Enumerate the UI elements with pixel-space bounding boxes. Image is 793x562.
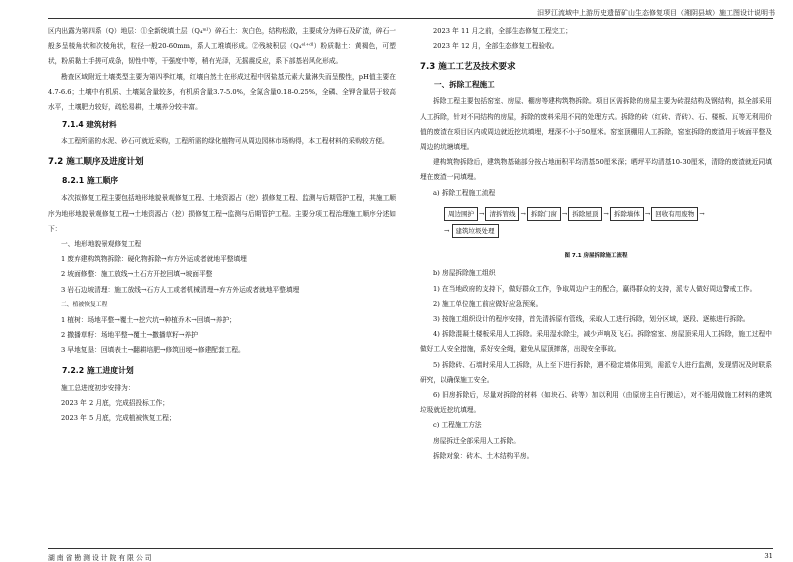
section-heading: 8.2.1 施工顺序	[62, 176, 119, 186]
figure-caption: 图 7.1 房屋拆除施工流程	[564, 253, 628, 260]
header-rule	[48, 18, 773, 19]
demolition-flowchart	[444, 207, 772, 222]
list-item: 4) 拆除混凝土楼板采用人工拆除。采用湿水除尘，减少声响及飞石。拆除窑室、房屋顶采用人工拆除，施工过程中做好工人安全措施，系好安全绳，避免从屋顶摔落，出现安全事故。	[420, 330, 772, 354]
arrow-icon: →	[479, 209, 485, 218]
list-item: 2023 年 11 月之前，全部生态修复工程完工；	[433, 27, 572, 35]
flow-step: 拆除屋顶	[568, 207, 602, 221]
list-item: 2023 年 2 月底，完成招投标工作；	[61, 398, 169, 407]
arrow-icon: →	[699, 209, 705, 218]
list-item: 拆除对象：砖木、土木结构平房。	[433, 451, 534, 460]
list-item: 2) 施工单位施工前应做好应急预案。	[433, 299, 543, 308]
list-item: 1 植树：场地平整→覆土→挖穴坑→种植乔木→回填→养护；	[61, 316, 236, 325]
section-heading: 7.3 施工工艺及技术要求	[420, 62, 516, 73]
list-item: 1 废弃建构筑物拆除：硬化物拆除→弃方外运或者就地平整填埋	[61, 255, 247, 264]
paragraph: 建构筑物拆除后，建筑物基础部分按占地面积平均清基50厘米深；晒坪平均清基10-30厘米，清除的废渣就近同填埋在废渣一同填埋。	[420, 158, 772, 182]
list-item: 2023 年 5 月底，完成植被恢复工程；	[61, 414, 176, 423]
arrow-icon: →	[520, 209, 526, 218]
arrow-icon: →	[644, 209, 651, 218]
list-item: 2 撒播草籽：场地平整→覆土→撒播草籽→养护	[61, 331, 198, 340]
paragraph: 拆除工程主要包括窑室、房屋、棚房等建构筑物拆除。项目区需拆除的房屋主要为砖混结构及钢结构，拟全部采用人工拆除，针对不同结构的房屋，拆除的废料采用不同的处理方式。拆除的砖（红砖、青砖）、石、楼板、瓦等无利用价值的废渣在项目区内或周边就近挖坑填埋，埋深不小于50厘米。窑室顶棚用人工拆除，窑室拆除的废渣用于坡面平整及周边的坑塘填埋。	[420, 97, 772, 152]
list-item: 2 坡面修整：施工放线→土石方开挖回填→坡面平整	[61, 270, 213, 279]
list-item: 6) 旧房拆除后，尽量对拆除的材料（如块石、砖等）加以利用（由原房主自行搬运），对不能用做施工材料的建筑垃圾就近挖坑填埋。	[420, 391, 772, 415]
list-item: 一、地形地貌景观修复工程	[61, 240, 142, 249]
section-heading: 7.2 施工顺序及进度计划	[48, 157, 144, 168]
flow-step: 建筑垃圾处理	[452, 224, 499, 238]
paragraph: 本工程所需的水泥、砂石可就近采购，工程所需的绿化植物可从周边园林市场购得，本工程材料的采购较方便。	[61, 137, 389, 146]
list-item: 3) 按施工组织设计的程序安排，首先清拆原有管线，采取人工进行拆除，划分区域，逐段、逐栋进行拆除。	[433, 315, 750, 324]
list-item: 1) 在当地政府的支持下，做好群众工作，争取周边户主的配合，赢得群众的支持，派专人做好周边警戒工作。	[433, 284, 757, 293]
flow-step: 回收有用废物	[651, 207, 698, 221]
list-item: c) 工程施工方法	[433, 421, 482, 430]
arrow-icon: →	[444, 227, 450, 236]
page-number: 31	[764, 552, 773, 560]
list-item: 3 岩石边坡清理：施工放线→石方人工或者机械清理→弃方外运或者就地平整填埋	[61, 285, 300, 294]
list-item: 房屋拆迁全部采用人工拆除。	[433, 436, 520, 445]
list-item: 2023 年 12 月，全部生态修复工程验收。	[433, 42, 559, 51]
flow-step: 清拆管线	[485, 207, 519, 221]
company-name: 湖南省勘测设计院有限公司	[48, 554, 154, 562]
page-footer	[48, 548, 773, 562]
list-item: 3 早地复垦：回填表土→翻耕培肥→修筑田埂→修建配套工程。	[61, 346, 245, 355]
running-header: 汨罗江流域中上游历史遗留矿山生态修复项目（湘阴县域）施工图设计说明书	[537, 9, 775, 17]
paragraph: 区内出露为第四系（Q）地层：①全新统填土层（Q₄ᵐˡ）碎石土：灰白色，结构松散，主要成分为碎石及矿渣，碎石一般多呈棱角状和次棱角状，粒径一般20-60mm，系人工堆填形成。②残坡积层（Q₄ᵉˡ⁺ᵈˡ）粉质黏土：黄褐色，可塑状，粉质黏土手搓可成条，韧性中等，干强度中等，稍有光泽，无摇震反应，系下部基岩风化形成。	[48, 27, 396, 66]
list-item: a) 拆除工程施工流程	[433, 188, 496, 197]
paragraph: 勘查区域附近土壤类型主要为第四季红壤，红壤自然土在形成过程中因盐基元素大量淋失而呈酸性，pH值主要在4.7-6.6；土壤中有机质、土壤氮含量较多，有机质含量3.7-5.0%，全氮含量0.18-0.25%，全磷、全钾含量居于较高水平，土壤肥力较好，疏松易耕，土壤养分较丰富。	[48, 72, 396, 112]
flow-step: 周边围护	[444, 207, 478, 221]
demolition-flowchart-row2	[444, 224, 772, 239]
left-column	[48, 24, 396, 426]
section-heading: 7.1.4 建筑材料	[62, 120, 117, 130]
list-item: 5) 拆除砖、石墙时采用人工拆除，从上至下进行拆除，遇不稳定墙体用到，需派专人进行监测，发现情况及时联系研究，以确保施工安全。	[420, 360, 772, 384]
arrow-icon: →	[561, 209, 568, 218]
list-item: 二、植被恢复工程	[61, 301, 108, 308]
list-item: b) 房屋拆除施工组织	[433, 269, 496, 278]
arrow-icon: →	[603, 209, 609, 218]
flow-step: 拆除墙体	[610, 207, 644, 221]
paragraph: 施工总进度初步安排为：	[61, 383, 135, 392]
section-heading: 一、拆除工程施工	[434, 80, 495, 90]
right-column	[420, 24, 772, 464]
flow-step: 拆除门窗	[527, 207, 561, 221]
section-heading: 7.2.2 施工进度计划	[62, 365, 134, 375]
paragraph: 本次拟修复工程主要包括地形地貌景观修复工程、土地资源占（挖）损修复工程、监测与后期管护工程，其施工顺序为地形地貌景观修复工程→土地资源占（挖）损修复工程→监测与后期管护工程。主要分项工程治理施工顺序分述如下：	[48, 194, 396, 233]
